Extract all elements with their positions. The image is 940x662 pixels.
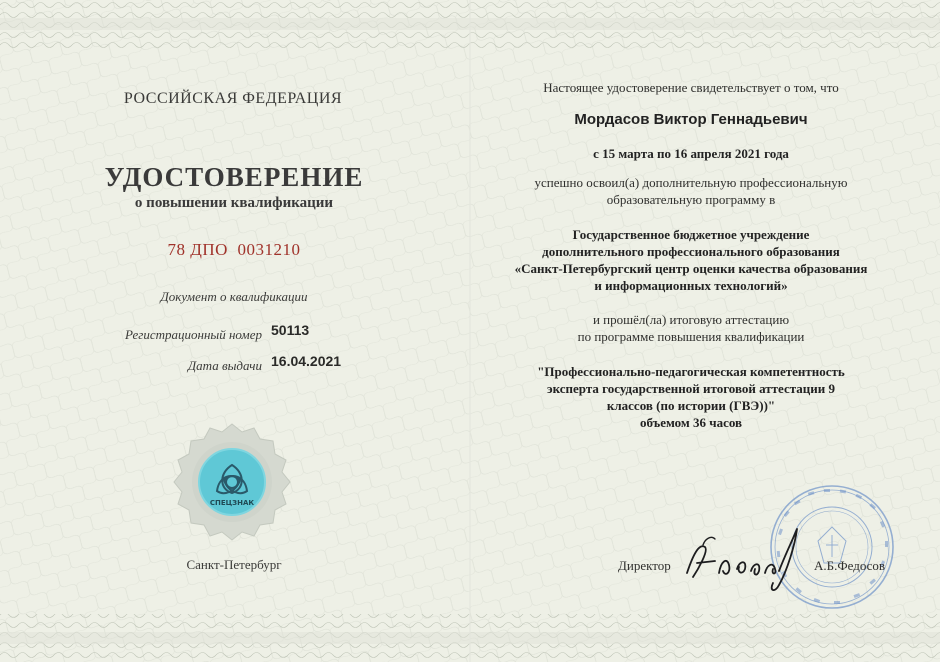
document-kind: Документ о квалификации	[160, 289, 308, 304]
issue-date-value: 16.04.2021	[271, 353, 342, 369]
reg-number-value: 50113	[271, 322, 310, 338]
director-signature	[675, 525, 820, 597]
mastered-line-1: успешно освоил(а) дополнительную профессиональную	[534, 175, 848, 190]
signature-row	[470, 525, 940, 615]
program-line-2: эксперта государственной итоговой аттестации 9	[546, 381, 836, 396]
right-page	[470, 0, 940, 662]
director-label: Директор	[618, 558, 671, 573]
holder-name: Мордасов Виктор Геннадьевич	[574, 111, 808, 128]
organization-line-3: «Санкт-Петербургский центр оценки качества образования	[514, 261, 868, 276]
certificate-title: УДОСТОВЕРЕНИЕ	[104, 162, 364, 192]
city-name: Санкт-Петербург	[186, 557, 282, 572]
organization-line-2: дополнительного профессионального образования	[542, 244, 840, 259]
program-line-3: классов (по истории (ГВЭ))"	[606, 398, 776, 413]
issue-date-label: Дата выдачи	[187, 358, 262, 373]
country-heading: РОССИЙСКАЯ ФЕДЕРАЦИЯ	[123, 90, 343, 107]
reg-number-label: Регистрационный номер	[125, 327, 262, 342]
serial-number: 0031210	[237, 240, 301, 259]
emblem-text: СПЕЦЗНАК	[209, 499, 255, 507]
program-line-1: "Профессионально-педагогическая компетентность	[537, 364, 845, 379]
series-code: 78 ДПО	[167, 240, 228, 259]
mastered-line-2: образовательную программу в	[606, 192, 776, 207]
attestation-line-1: и прошёл(ла) итоговую аттестацию	[592, 312, 790, 327]
director-name: А.Б.Федосов	[814, 558, 886, 573]
certificate-subtitle: о повышении квалификации	[134, 195, 334, 211]
intro-line: Настоящее удостоверение свидетельствует о том, что	[543, 80, 839, 95]
hologram-emblem	[170, 420, 294, 544]
certificate-number	[0, 240, 468, 260]
program-hours: объемом 36 часов	[639, 415, 743, 430]
organization-line-4: и информационных технологий»	[594, 278, 788, 293]
organization-line-1: Государственное бюджетное учреждение	[572, 227, 810, 242]
training-period: с 15 марта по 16 апреля 2021 года	[593, 146, 789, 161]
attestation-line-2: по программе повышения квалификации	[577, 329, 805, 344]
